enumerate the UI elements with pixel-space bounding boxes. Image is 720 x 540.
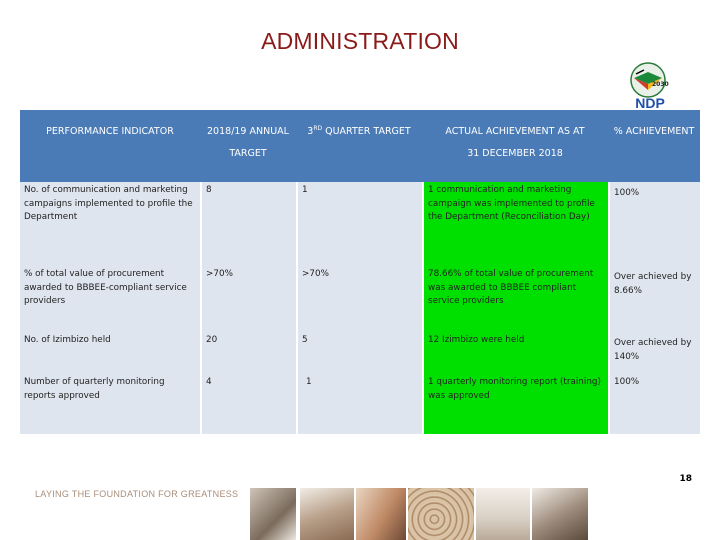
row-annual: 20	[200, 332, 296, 374]
row-indicator: % of total value of procurement awarded to BBBEE-compliant service providers	[24, 269, 187, 306]
row-annual: 8	[200, 182, 296, 266]
table-row	[20, 182, 700, 266]
header-quarter: 3RD QUARTER TARGET	[307, 125, 411, 137]
row-actual: 1 quarterly monitoring report (training) was approved	[422, 374, 608, 434]
page-number: 18	[679, 474, 692, 484]
table-row	[20, 374, 700, 434]
row-annual: >70%	[200, 266, 296, 332]
row-actual: 1 communication and marketing campaign was implemented to profile the Department (Reconciliation Day)	[422, 182, 608, 266]
header-actual-line1: ACTUAL ACHIEVEMENT AS AT	[445, 126, 585, 137]
footer-photo-family	[300, 488, 354, 540]
logo-text: NDP	[635, 95, 665, 110]
row-quarter: 1	[296, 182, 422, 266]
footer-photo-hands	[356, 488, 406, 540]
row-percent: 100%	[608, 374, 700, 434]
header-indicator: PERFORMANCE INDICATOR	[46, 126, 174, 137]
table-row	[20, 332, 700, 374]
header-actual-line2: 31 DECEMBER 2018	[467, 148, 563, 159]
ndp-logo	[622, 60, 678, 110]
page-title: ADMINISTRATION	[261, 28, 459, 54]
row-annual: 4	[200, 374, 296, 434]
row-quarter: >70%	[296, 266, 422, 332]
row-indicator: No. of Izimbizo held	[24, 335, 111, 345]
row-quarter: 1	[296, 374, 422, 434]
footer-tagline: LAYING THE FOUNDATION FOR GREATNESS	[35, 489, 239, 499]
row-actual: 12 Izimbizo were held	[422, 332, 608, 374]
table-row	[20, 266, 700, 332]
row-percent: 100%	[608, 182, 700, 266]
header-annual-line1: 2018/19 ANNUAL	[207, 126, 289, 137]
row-actual: 78.66% of total value of procurement was awarded to BBBEE compliant service providers	[422, 266, 608, 332]
row-percent: Over achieved by 8.66%	[608, 266, 700, 332]
row-quarter: 5	[296, 332, 422, 374]
footer-photo-dancer	[476, 488, 530, 540]
header-percent: % ACHIEVEMENT	[613, 126, 695, 137]
footer-photo-people	[250, 488, 296, 540]
footer-photo-beadwork	[408, 488, 474, 540]
logo-year: 2030	[652, 81, 669, 88]
table-header	[20, 110, 700, 182]
header-annual-line2: TARGET	[229, 148, 267, 159]
footer-photo-musician	[532, 488, 588, 540]
row-percent: Over achieved by 140%	[608, 332, 700, 374]
row-indicator: No. of communication and marketing campaigns implemented to profile the Department	[24, 185, 193, 222]
row-indicator: Number of quarterly monitoring reports approved	[24, 377, 165, 401]
